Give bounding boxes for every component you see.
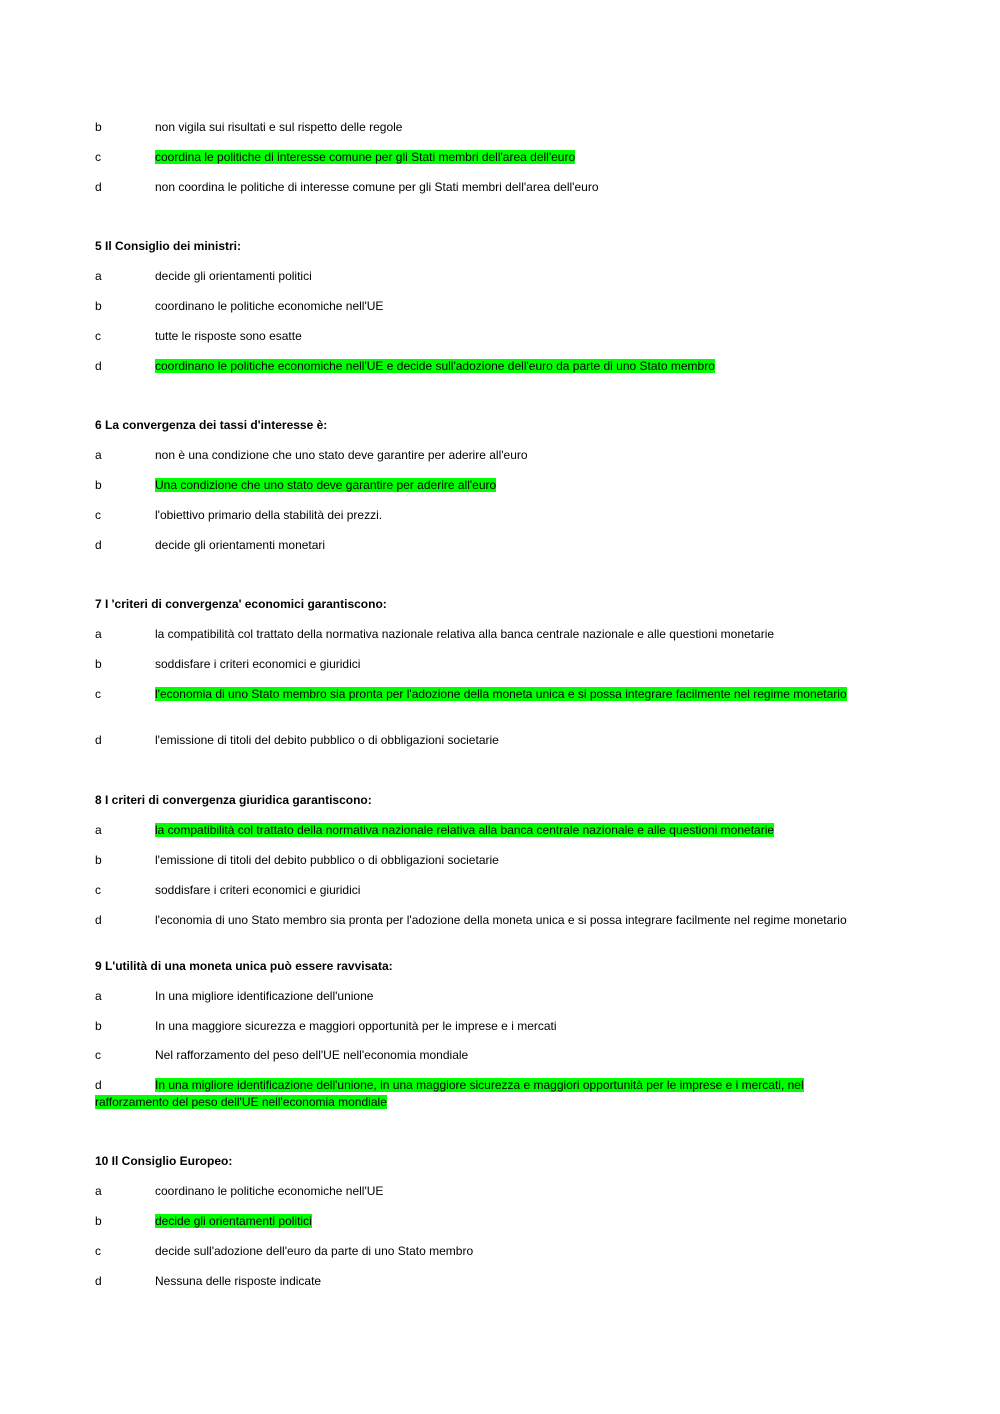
q5-option-b	[95, 298, 915, 315]
correct-answer-highlight: l'economia di uno Stato membro sia pronta per l'adozione della moneta unica e si possa integrare facilmente nel regime monetario	[155, 687, 847, 701]
option-text: coordinano le politiche economiche nell'UE	[155, 299, 384, 313]
question-5-title: 5 Il Consiglio dei ministri:	[95, 239, 242, 253]
option-letter: b	[95, 1214, 102, 1228]
option-text: soddisfare i criteri economici e giuridici	[155, 883, 361, 897]
correct-answer-highlight: coordina le politiche di interesse comune per gli Stati membri dell'area dell'euro	[155, 150, 576, 164]
q8-option-d	[95, 912, 915, 929]
option-letter: d	[95, 538, 102, 552]
option-letter: c	[95, 150, 101, 164]
question-7-title: 7 I 'criteri di convergenza' economici garantiscono:	[95, 597, 387, 611]
option-letter: c	[95, 1048, 101, 1062]
q6-option-d	[95, 537, 915, 554]
option-text: decide gli orientamenti politici	[155, 269, 312, 283]
option-text: coordinano le politiche economiche nell'UE	[155, 1184, 384, 1198]
option-text: Nel rafforzamento del peso dell'UE nell'economia mondiale	[155, 1048, 469, 1062]
q9-option-d-correct	[95, 1077, 835, 1111]
option-text: decide gli orientamenti monetari	[155, 538, 326, 552]
correct-answer-highlight: coordinano le politiche economiche nell'UE e decide sull'adozione dell'euro da parte di uno Stato membro	[155, 359, 715, 373]
option-letter: d	[95, 733, 102, 747]
q4-option-c-correct	[95, 149, 915, 166]
option-text: Nessuna delle risposte indicate	[155, 1274, 322, 1288]
option-text: l'obiettivo primario della stabilità dei prezzi.	[155, 508, 383, 522]
option-letter: a	[95, 627, 102, 641]
option-text: soddisfare i criteri economici e giuridici	[155, 657, 361, 671]
q10-option-a	[95, 1183, 915, 1200]
q10-option-d	[95, 1273, 915, 1290]
q7-option-a	[95, 626, 915, 643]
option-text: tutte le risposte sono esatte	[155, 329, 302, 343]
option-letter: d	[95, 1078, 102, 1092]
question-8-title: 8 I criteri di convergenza giuridica garantiscono:	[95, 793, 372, 807]
option-text: l'emissione di titoli del debito pubblico o di obbligazioni societarie	[155, 853, 499, 867]
option-letter: a	[95, 823, 102, 837]
q7-option-d	[95, 732, 915, 749]
option-text: In una migliore identificazione dell'unione	[155, 989, 374, 1003]
correct-answer-highlight: Una condizione che uno stato deve garantire per aderire all'euro	[155, 478, 497, 492]
correct-answer-highlight: decide gli orientamenti politici	[155, 1214, 312, 1228]
option-letter: d	[95, 913, 102, 927]
correct-answer-highlight: In una migliore identificazione dell'unione, in una maggiore sicurezza e maggiori opportunità per le imprese e i mercati, nel rafforzamento del peso dell'UE nell'economia mondiale	[95, 1078, 804, 1109]
q6-option-a	[95, 447, 915, 464]
option-letter: a	[95, 989, 102, 1003]
option-text: In una maggiore sicurezza e maggiori opportunità per le imprese e i mercati	[155, 1019, 557, 1033]
q6-option-b-correct	[95, 477, 915, 494]
option-letter: b	[95, 853, 102, 867]
option-text: non vigila sui risultati e sul rispetto delle regole	[155, 120, 403, 134]
option-letter: b	[95, 120, 102, 134]
q7-option-b	[95, 656, 915, 673]
option-text: decide sull'adozione dell'euro da parte di uno Stato membro	[155, 1244, 474, 1258]
option-letter: c	[95, 883, 101, 897]
q4-option-b	[95, 119, 915, 136]
option-letter: d	[95, 1274, 102, 1288]
option-text: la compatibilità col trattato della normativa nazionale relativa alla banca centrale nazionale e alle questioni monetarie	[155, 627, 775, 641]
option-letter: a	[95, 448, 102, 462]
option-text: l'emissione di titoli del debito pubblico o di obbligazioni societarie	[155, 733, 499, 747]
q5-option-d-correct	[95, 358, 915, 375]
option-letter: a	[95, 269, 102, 283]
option-text: non coordina le politiche di interesse comune per gli Stati membri dell'area dell'euro	[155, 180, 599, 194]
question-9-title: 9 L'utilità di una moneta unica può essere ravvisata:	[95, 959, 393, 973]
option-letter: d	[95, 359, 102, 373]
q9-option-a	[95, 988, 915, 1005]
q8-option-b	[95, 852, 915, 869]
option-letter: c	[95, 329, 101, 343]
q9-option-b	[95, 1018, 915, 1035]
option-letter: b	[95, 478, 102, 492]
option-letter: d	[95, 180, 102, 194]
option-letter: c	[95, 1244, 101, 1258]
q10-option-b-correct	[95, 1213, 915, 1230]
option-letter: b	[95, 299, 102, 313]
q6-option-c	[95, 507, 915, 524]
option-letter: c	[95, 508, 101, 522]
option-text: l'economia di uno Stato membro sia pronta per l'adozione della moneta unica e si possa integrare facilmente nel regime monetario	[155, 913, 847, 927]
correct-answer-highlight: la compatibilità col trattato della normativa nazionale relativa alla banca centrale nazionale e alle questioni monetarie	[155, 823, 775, 837]
q4-option-d	[95, 179, 915, 196]
question-6-title: 6 La convergenza dei tassi d'interesse è:	[95, 418, 328, 432]
option-letter: b	[95, 1019, 102, 1033]
q5-option-c	[95, 328, 915, 345]
option-text: non è una condizione che uno stato deve garantire per aderire all'euro	[155, 448, 528, 462]
question-10-title: 10 Il Consiglio Europeo:	[95, 1154, 233, 1168]
option-letter: a	[95, 1184, 102, 1198]
q10-option-c	[95, 1243, 915, 1260]
q8-option-a-correct	[95, 822, 915, 839]
option-letter: c	[95, 687, 101, 701]
option-letter: b	[95, 657, 102, 671]
q9-option-c	[95, 1047, 915, 1064]
q7-option-c-correct	[95, 686, 915, 703]
q8-option-c	[95, 882, 915, 899]
q5-option-a	[95, 268, 915, 285]
